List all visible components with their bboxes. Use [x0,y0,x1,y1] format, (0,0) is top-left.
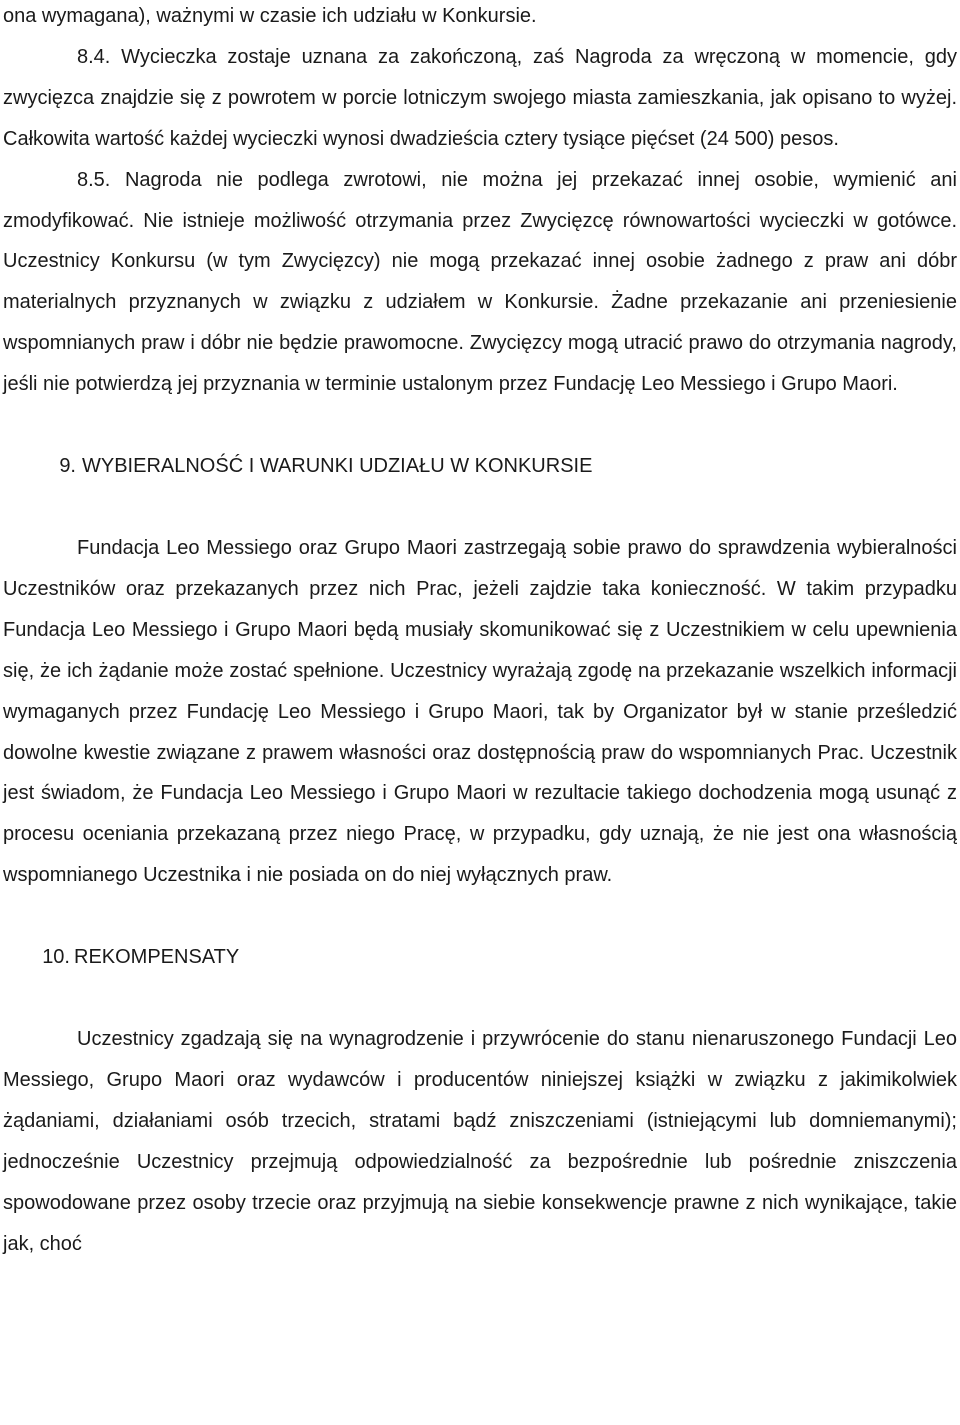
spacer [0,487,960,528]
spacer [0,896,960,937]
paragraph-section-9: Fundacja Leo Messiego oraz Grupo Maori zastrzegają sobie prawo do sprawdzenia wybieralności Uczestników oraz przekazanych przez nich Prac, jeżeli zajdzie taka konieczność. W takim przypadku Fundacja Leo Messiego i Grupo Maori będą musiały skomunikować się z Uczestnikiem w celu upewnienia się, że ich żądanie może zostać spełnione. Uczestnicy wyrażają zgodę na przekazanie wszelkich informacji wymaganych przez Fundację Leo Messiego i Grupo Maori, tak by Organizator był w stanie prześledzić dowolne kwestie związane z prawem własności oraz dostępnością praw do wspomnianych Prac. Uczestnik jest świadom, że Fundacja Leo Messiego i Grupo Maori w rezultacie takiego dochodzenia mogą usunąć z procesu oceniania przekazaną przez niego Pracę, w przypadku, gdy uznają, że nie jest ona własnością wspomnianego Uczestnika i nie posiada on do niej wyłącznych praw. [3,536,957,887]
section-number: 9. [59,455,76,478]
section-heading-9 [0,446,960,487]
section-title: REKOMPENSATY [74,946,240,969]
paragraph-section-10: Uczestnicy zgadzają się na wynagrodzenie i przywrócenie do stanu nienaruszonego Fundacji Leo Messiego, Grupo Maori oraz wydawców i producentów niniejszej książki w związku z jakimikolwiek żądaniami, działaniami osób trzecich, stratami bądź zniszczeniami (istniejącymi lub domniemanymi); jednocześnie Uczestnicy przejmują odpowiedzialność za bezpośrednie lub pośrednie zniszczenia spowodowane przez osoby trzecie oraz przyjmują na siebie konsekwencje prawne z nich wynikające, takie jak, choć [3,1028,957,1255]
paragraph-continuation: ona wymagana), ważnymi w czasie ich udziału w Konkursie. [3,5,537,27]
section-title: WYBIERALNOŚĆ I WARUNKI UDZIAŁU W KONKURSIE [82,455,593,478]
paragraph-8-4: 8.4. Wycieczka zostaje uznana za zakończoną, zaś Nagroda za wręczoną w momencie, gdy zwycięzca znajdzie się z powrotem w porcie lotniczym swojego miasta zamieszkania, jak opisano to wyżej. Całkowita wartość każdej wycieczki wynosi dwadzieścia cztery tysiące pięćset (24 500) pesos. [3,45,957,150]
spacer [0,978,960,1019]
section-heading-10 [0,937,960,978]
section-number: 10. [42,946,70,969]
spacer [0,405,960,446]
paragraph-8-5: 8.5. Nagroda nie podlega zwrotowi, nie można jej przekazać innej osobie, wymienić ani zmodyfikować. Nie istnieje możliwość otrzymania przez Zwycięzcę równowartości wycieczki w gotówce. Uczestnicy Konkursu (w tym Zwycięzcy) nie mogą przekazać innej osobie żadnego z praw ani dóbr materialnych przyznanych w związku z udziałem w Konkursie. Żadne przekazanie ani przeniesienie wspomnianych praw i dóbr nie będzie prawomocne. Zwycięzcy mogą utracić prawo do otrzymania nagrody, jeśli nie potwierdzą jej przyznania w terminie ustalonym przez Fundację Leo Messiego i Grupo Maori. [3,168,957,396]
